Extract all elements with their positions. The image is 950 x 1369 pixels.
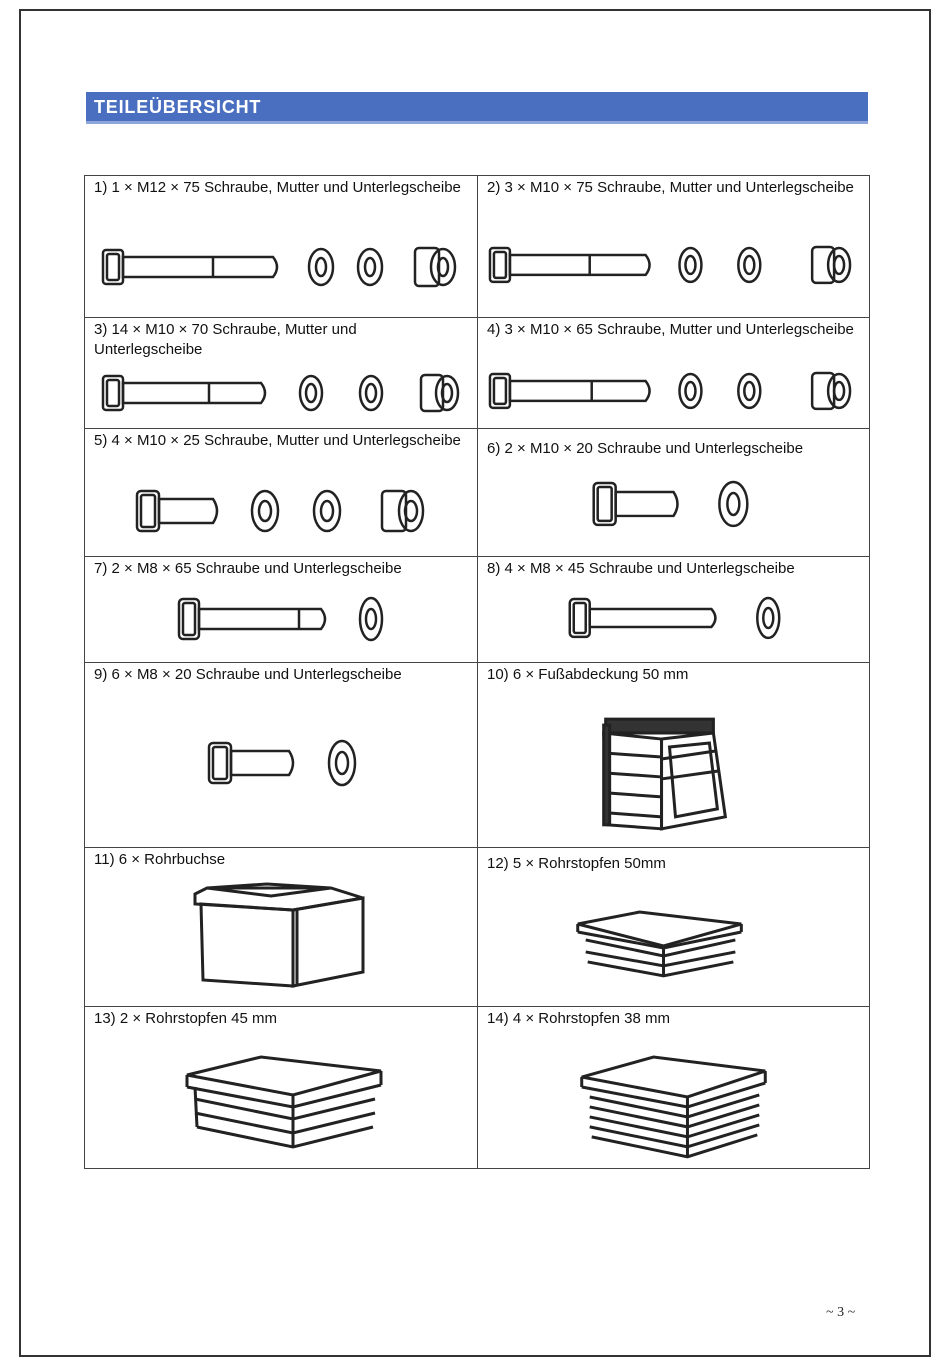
part-label-7: 7) 2 × M8 × 65 Schraube und Unterlegscheibe (94, 560, 402, 577)
part-label-14: 14) 4 × Rohrstopfen 38 mm (487, 1010, 671, 1027)
part-cell-5 (85, 429, 477, 556)
table-row (85, 557, 869, 663)
section-header (86, 92, 868, 124)
tube-bushing-icon (85, 848, 477, 1006)
tube-plug-icon (478, 848, 869, 1006)
bolt-washer-set-icon (85, 557, 477, 662)
bolt-nut-washer-set-icon (478, 176, 869, 317)
part-cell-6 (477, 429, 869, 556)
part-cell-8 (477, 557, 869, 662)
part-label-1: 1) 1 × M12 × 75 Schraube, Mutter und Unterlegscheibe (94, 179, 461, 196)
table-row (85, 848, 869, 1007)
part-label-6: 6) 2 × M10 × 20 Schraube und Unterlegscheibe (487, 440, 804, 457)
tube-plug-icon (478, 1007, 869, 1168)
part-cell-1 (85, 176, 477, 317)
part-label-8: 8) 4 × M8 × 45 Schraube und Unterlegscheibe (487, 560, 795, 577)
part-label-12: 12) 5 × Rohrstopfen 50mm (487, 855, 666, 872)
part-cell-12 (477, 848, 869, 1006)
table-row (85, 176, 869, 318)
part-label-3: 3) 14 × M10 × 70 Schraube, Mutter und Unterlegscheibe (94, 321, 357, 358)
part-cell-2 (477, 176, 869, 317)
table-row (85, 429, 869, 557)
part-label-2: 2) 3 × M10 × 75 Schraube, Mutter und Unterlegscheibe (487, 179, 854, 196)
table-row (85, 663, 869, 848)
part-cell-14 (477, 1007, 869, 1168)
part-label-10: 10) 6 × Fußabdeckung 50 mm (487, 666, 689, 683)
bolt-nut-washer-set-icon (478, 318, 869, 428)
part-cell-7 (85, 557, 477, 662)
parts-table (84, 175, 870, 1169)
part-label-13: 13) 2 × Rohrstopfen 45 mm (94, 1010, 278, 1027)
table-row (85, 318, 869, 429)
table-row (85, 1007, 869, 1168)
part-cell-11 (85, 848, 477, 1006)
part-cell-3 (85, 318, 477, 428)
part-label-9: 9) 6 × M8 × 20 Schraube und Unterlegscheibe (94, 666, 402, 683)
part-cell-9 (85, 663, 477, 847)
part-label-4: 4) 3 × M10 × 65 Schraube, Mutter und Unterlegscheibe (487, 321, 854, 338)
tube-plug-icon (85, 1007, 477, 1168)
part-label-5: 5) 4 × M10 × 25 Schraube, Mutter und Unterlegscheibe (94, 432, 461, 449)
bolt-washer-set-icon (85, 663, 477, 847)
foot-cover-icon (478, 663, 869, 847)
bolt-washer-set-icon (478, 557, 869, 662)
bolt-nut-washer-set-icon (85, 429, 477, 556)
bolt-washer-set-icon (478, 429, 869, 556)
part-label-11: 11) 6 × Rohrbuchse (94, 851, 226, 868)
part-cell-13 (85, 1007, 477, 1168)
part-cell-10 (477, 663, 869, 847)
part-cell-4 (477, 318, 869, 428)
section-title: TEILEÜBERSICHT (94, 97, 262, 117)
page-number: ~ 3 ~ (826, 1305, 856, 1320)
bolt-nut-washer-set-icon (85, 318, 477, 428)
bolt-nut-washer-set-icon (85, 176, 477, 317)
